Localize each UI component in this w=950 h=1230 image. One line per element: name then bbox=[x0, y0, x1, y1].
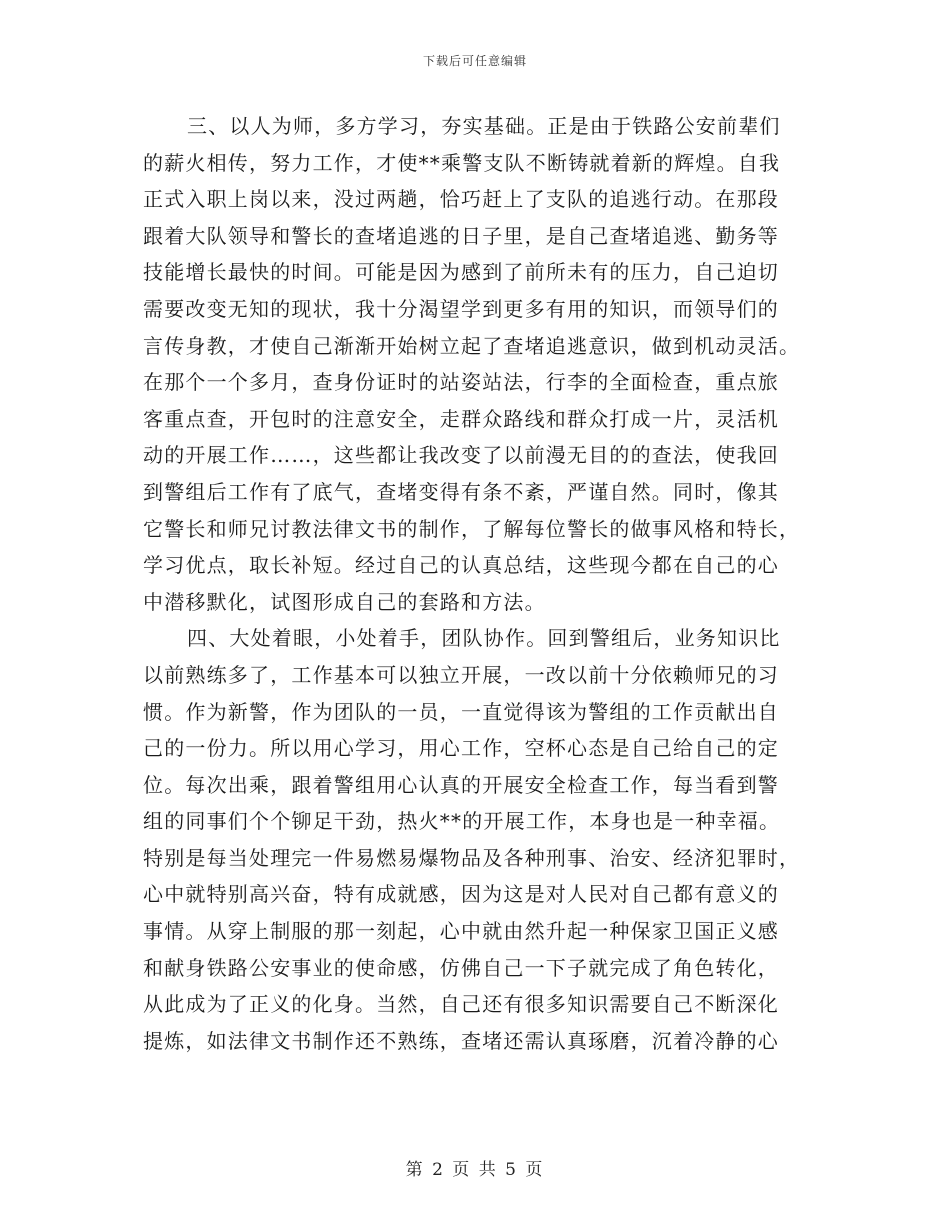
paragraph-three bbox=[143, 108, 807, 620]
paragraph-four bbox=[143, 620, 807, 1059]
text-line: 正式入职上岗以来，没过两趟，恰巧赶上了支队的追逃行动。在那段 bbox=[143, 187, 779, 212]
text-line: 三、以人为师，多方学习，夯实基础。正是由于铁路公安前辈们 bbox=[187, 114, 781, 138]
text-line: 惯。作为新警，作为团队的一员，一直觉得该为警组的工作贡献出自 bbox=[143, 699, 779, 724]
text-line: 在那个一个多月，查身份证时的站姿站法，行李的全面检查，重点旅 bbox=[143, 370, 779, 395]
text-line: 的薪火相传，努力工作，才使**乘警支队不断铸就着新的辉煌。自我 bbox=[143, 150, 781, 175]
page-header: 下载后可任意编辑 bbox=[422, 54, 527, 68]
text-line: 它警长和师兄讨教法律文书的制作，了解每位警长的做事风格和特长， bbox=[143, 516, 801, 541]
text-line: 以前熟练多了，工作基本可以独立开展，一改以前十分依赖师兄的习 bbox=[143, 662, 779, 687]
text-line: 从此成为了正义的化身。当然，自己还有很多知识需要自己不断深化 bbox=[143, 992, 779, 1017]
text-line: 己的一份力。所以用心学习，用心工作，空杯心态是自己给自己的定 bbox=[143, 736, 779, 761]
text-line: 中潜移默化，试图形成自己的套路和方法。 bbox=[143, 589, 546, 614]
text-line: 客重点查，开包时的注意安全，走群众路线和群众打成一片，灵活机 bbox=[143, 406, 779, 431]
text-line: 学习优点，取长补短。经过自己的认真总结，这些现今都在自己的心 bbox=[143, 553, 779, 578]
text-line: 提炼，如法律文书制作还不熟练，查堵还需认真琢磨，沉着冷静的心 bbox=[143, 1028, 779, 1053]
text-line: 动的开展工作……，这些都让我改变了以前漫无目的的查法，使我回 bbox=[143, 443, 779, 468]
text-line: 跟着大队领导和警长的查堵追逃的日子里，是自己查堵追逃、勤务等 bbox=[143, 223, 779, 248]
text-line: 位。每次出乘，跟着警组用心认真的开展安全检查工作，每当看到警 bbox=[143, 772, 779, 797]
text-line: 特别是每当处理完一件易燃易爆物品及各种刑事、治安、经济犯罪时， bbox=[143, 845, 801, 870]
text-line: 组的同事们个个铆足干劲，热火**的开展工作，本身也是一种幸福。 bbox=[143, 809, 781, 834]
text-line: 需要改变无知的现状，我十分渴望学到更多有用的知识，而领导们的 bbox=[143, 296, 779, 321]
text-line: 技能增长最快的时间。可能是因为感到了前所未有的压力，自己迫切 bbox=[143, 260, 779, 285]
text-line: 四、大处着眼，小处着手，团队协作。回到警组后，业务知识比 bbox=[187, 626, 781, 651]
text-line: 和献身铁路公安事业的使命感，仿佛自己一下子就完成了角色转化， bbox=[143, 955, 779, 980]
page-number-footer: 第 2 页 共 5 页 bbox=[405, 1160, 545, 1180]
text-line: 言传身教，才使自己渐渐开始树立起了查堵追逃意识，做到机动灵活。 bbox=[143, 333, 801, 358]
text-line: 事情。从穿上制服的那一刻起，心中就由然升起一种保家卫国正义感 bbox=[143, 919, 779, 944]
document-body bbox=[143, 108, 807, 1059]
text-line: 到警组后工作有了底气，查堵变得有条不紊，严谨自然。同时，像其 bbox=[143, 479, 779, 504]
text-line: 心中就特别高兴奋，特有成就感，因为这是对人民对自己都有意义的 bbox=[143, 882, 779, 907]
